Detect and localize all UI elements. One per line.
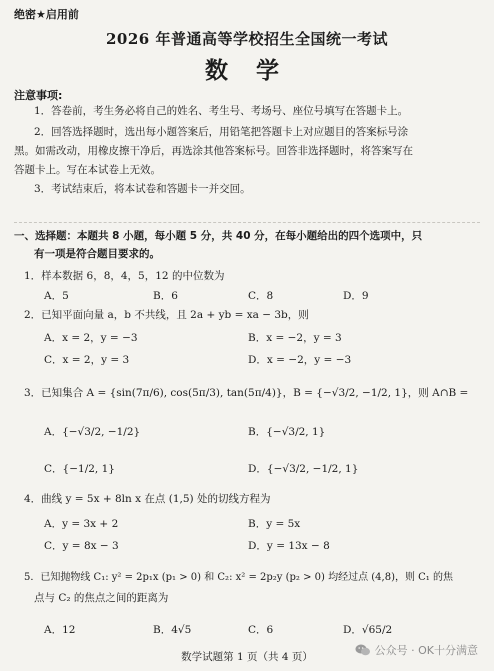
question-2-option-b: B．x = −2，y = 3 — [248, 332, 342, 344]
question-1-option-c: C．8 — [248, 290, 274, 302]
question-1-option-b: B．6 — [153, 290, 178, 302]
notice-item-1: 1．答卷前，考生务必将自己的姓名、考生号、考场号、座位号填写在答题卡上。 — [34, 105, 409, 117]
question-2-option-c: C．x = 2，y = 3 — [44, 354, 130, 366]
question-5-option-b: B．4√5 — [153, 624, 192, 636]
notice-item-2-line-2: 黑。如需改动，用橡皮擦干净后，再选涂其他答案标号。回答非选择题时，将答案写在 — [14, 145, 413, 157]
question-3-option-d: D．{−√3/2, −1/2, 1} — [248, 463, 359, 475]
question-5-option-c: C．6 — [248, 624, 274, 636]
subject-title: 数 学 — [204, 58, 289, 84]
notice-title: 注意事项: — [14, 89, 63, 102]
question-2-option-d: D．x = −2，y = −3 — [248, 354, 352, 366]
watermark — [355, 642, 478, 658]
notice-item-3: 3．考试结束后，将本试卷和答题卡一并交回。 — [34, 183, 251, 195]
question-4-option-c: C．y = 8x − 3 — [44, 540, 119, 552]
section-1-heading-line-2: 有一项是符合题目要求的。 — [34, 248, 160, 260]
question-3-option-a: A．{−√3/2, −1/2} — [44, 426, 141, 438]
question-5-option-a: A．12 — [44, 624, 76, 636]
notice-item-2-line-1: 2．回答选择题时，选出每小题答案后，用铅笔把答题卡上对应题目的答案标号涂 — [34, 126, 409, 138]
confidential-label: 绝密★启用前 — [14, 8, 79, 21]
question-1-option-a: A．5 — [44, 290, 69, 302]
notice-item-2-line-3: 答题卡上。写在本试卷上无效。 — [14, 164, 161, 176]
question-5-stem-line-2: 点与 C₂ 的焦点之间的距离为 — [34, 592, 169, 604]
question-4-option-a: A．y = 3x + 2 — [44, 518, 119, 530]
exam-title: 2026 年普通高等学校招生全国统一考试 — [106, 30, 388, 48]
section-divider — [14, 222, 480, 223]
question-2-option-a: A．x = 2，y = −3 — [44, 332, 138, 344]
watermark-text: 公众号 · OK十分满意 — [374, 644, 478, 657]
question-4-option-d: D．y = 13x − 8 — [248, 540, 330, 552]
question-3-option-b: B．{−√3/2, 1} — [248, 426, 326, 438]
question-5-option-d: D．√65/2 — [343, 624, 393, 636]
page-footer: 数学试题第 1 页（共 4 页） — [181, 651, 313, 663]
question-2-stem: 2．已知平面向量 a，b 不共线，且 2a + yb = xa − 3b，则 — [24, 309, 309, 321]
question-4-stem: 4．曲线 y = 5x + 8ln x 在点 (1,5) 处的切线方程为 — [24, 493, 271, 505]
question-4-option-b: B．y = 5x — [248, 518, 301, 530]
question-3-stem: 3．已知集合 A = {sin(7π/6), cos(5π/3), tan(5π/4)}，B = {−√3/2, −1/2, 1}，则 A∩B = — [24, 387, 469, 399]
wechat-icon — [355, 643, 371, 657]
question-5-stem-line-1: 5．已知抛物线 C₁: y² = 2p₁x (p₁ > 0) 和 C₂: x² = 2p₂y (p₂ > 0) 均经过点 (4,8)，则 C₁ 的焦 — [24, 572, 453, 583]
section-1-heading-line-1: 一、选择题：本题共 8 小题，每小题 5 分，共 40 分，在每小题给出的四个选项中，只 — [14, 230, 423, 242]
question-1-stem: 1．样本数据 6，8，4，5，12 的中位数为 — [24, 270, 225, 282]
question-1-option-d: D．9 — [343, 290, 369, 302]
question-3-option-c: C．{−1/2, 1} — [44, 463, 115, 475]
